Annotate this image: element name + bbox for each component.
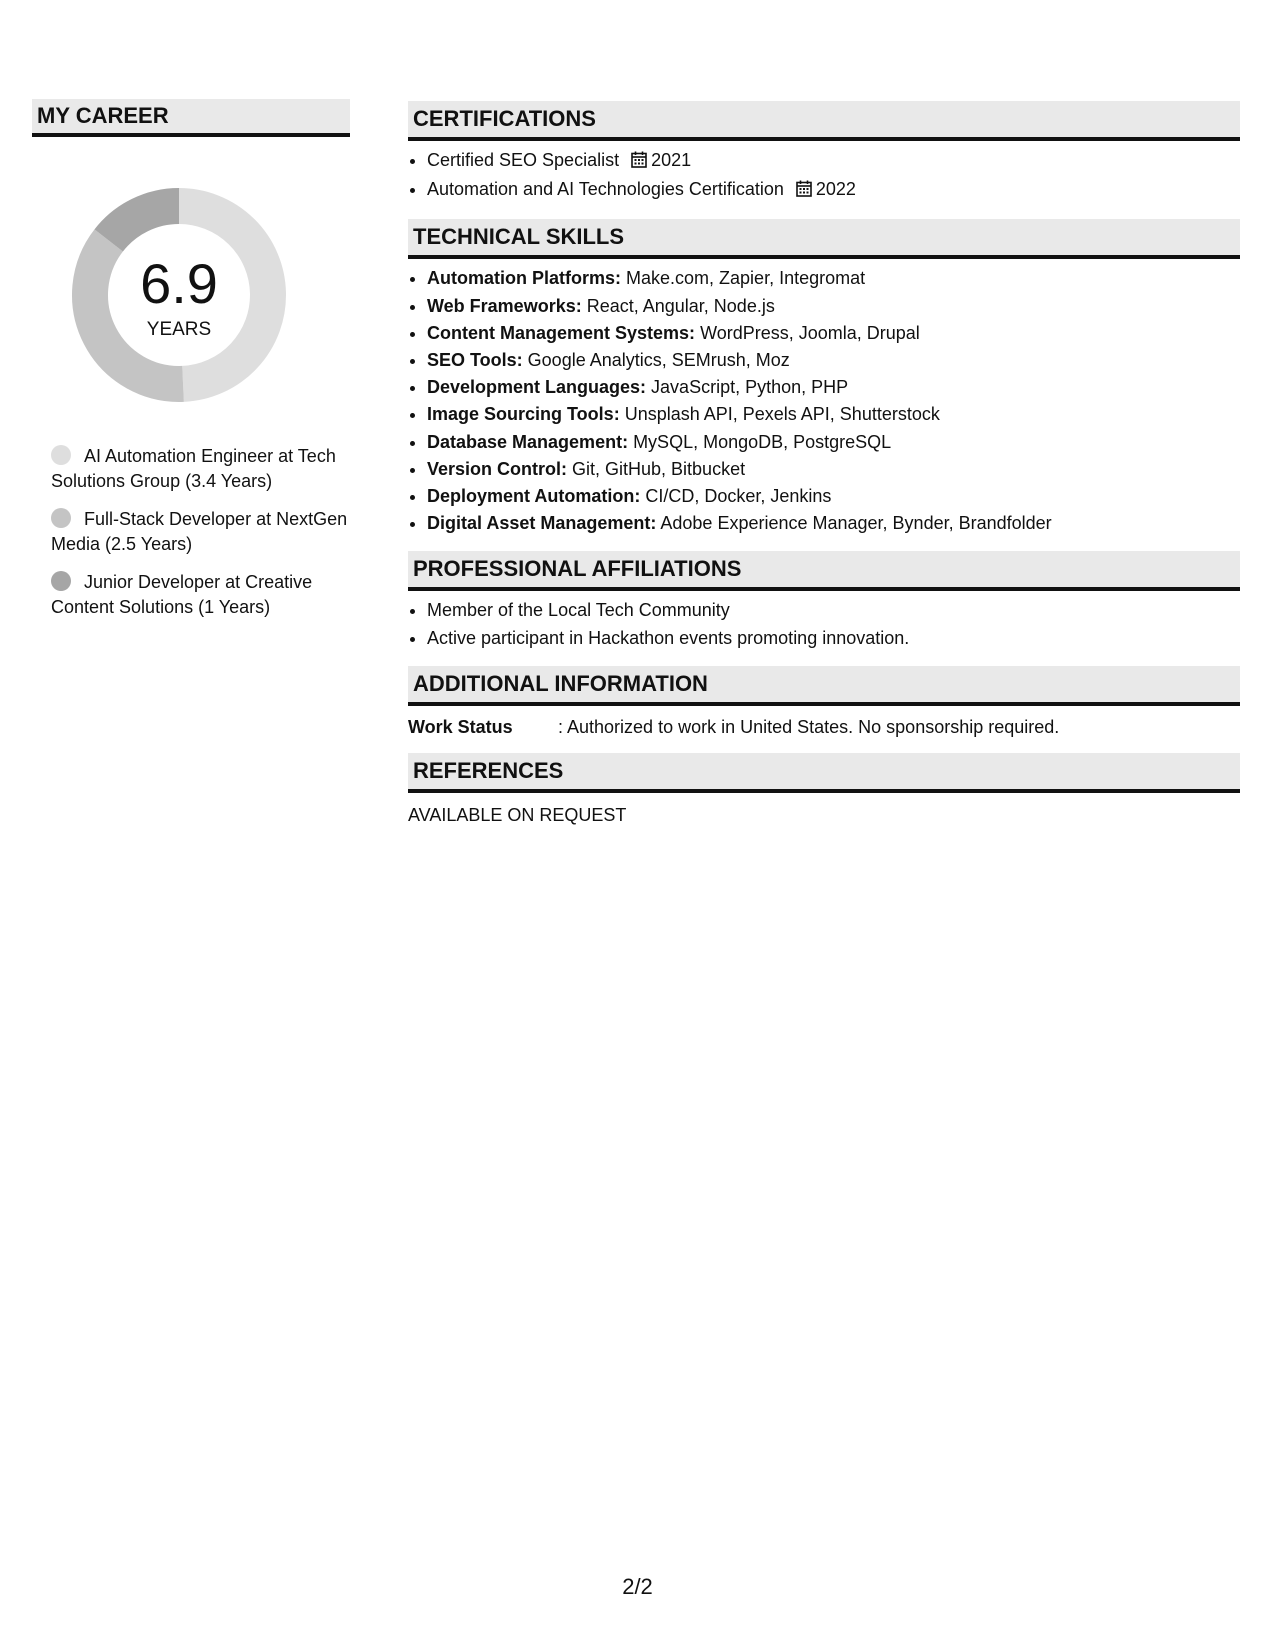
skill-label: Development Languages:: [427, 377, 647, 398]
legend-text: Full-Stack Developer at NextGen Media (2.5 Years): [51, 509, 348, 554]
skill-label: Automation Platforms:: [427, 268, 622, 289]
skill-item: [427, 483, 1240, 510]
certification-item: [427, 147, 1240, 176]
certification-year: 2021: [651, 150, 692, 170]
skill-value: Google Analytics, SEMrush, Moz: [522, 350, 790, 371]
main-column: [408, 101, 1240, 829]
skill-value: Unsplash API, Pexels API, Shutterstock: [619, 404, 940, 425]
skill-value: Adobe Experience Manager, Bynder, Brandfolder: [656, 513, 1052, 534]
certification-name: Automation and AI Technologies Certification: [427, 179, 784, 200]
skill-value: WordPress, Joomla, Drupal: [695, 322, 920, 343]
legend-item: [51, 444, 350, 494]
skill-label: SEO Tools:: [427, 350, 523, 371]
legend-item: [51, 507, 350, 557]
skill-item: [427, 374, 1240, 401]
skill-item: [427, 347, 1240, 374]
career-heading: MY CAREER: [32, 99, 350, 137]
skill-item: [427, 429, 1240, 456]
skill-item: [427, 293, 1240, 320]
certifications-list: [408, 147, 1240, 205]
skill-label: Deployment Automation:: [427, 486, 641, 507]
legend-text: AI Automation Engineer at Tech Solutions Group (3.4 Years): [51, 446, 336, 491]
skill-label: Web Frameworks:: [427, 295, 582, 316]
calendar-icon: [631, 149, 647, 176]
additional-info-heading: ADDITIONAL INFORMATION: [408, 666, 1240, 706]
skill-item: [427, 265, 1240, 292]
skill-label: Database Management:: [427, 431, 629, 452]
affiliation-item: • Active participant in Hackathon events promoting innovation.: [427, 625, 1240, 652]
legend-item: [51, 570, 350, 620]
certification-name: Certified SEO Specialist: [427, 150, 620, 170]
skill-label: Image Sourcing Tools:: [427, 404, 620, 425]
skill-item: [427, 510, 1240, 537]
skill-item: [427, 456, 1240, 483]
legend-text: Junior Developer at Creative Content Solutions (1 Years): [51, 572, 313, 617]
legend-dot: [51, 445, 71, 465]
skill-label: Version Control:: [427, 458, 568, 479]
skill-item: [427, 401, 1240, 428]
work-status-row: [408, 714, 1240, 741]
affiliation-item: • Member of the Local Tech Community: [427, 597, 1240, 624]
certification-year: 2022: [815, 179, 856, 200]
career-column: [32, 99, 350, 633]
skill-value: JavaScript, Python, PHP: [646, 377, 849, 398]
references-heading: REFERENCES: [408, 753, 1240, 793]
skill-item: [427, 320, 1240, 347]
skill-value: MySQL, MongoDB, PostgreSQL: [628, 431, 892, 452]
calendar-icon: [796, 178, 812, 205]
skill-label: Digital Asset Management:: [427, 513, 657, 534]
affiliations-list: [408, 597, 1240, 651]
skill-value: CI/CD, Docker, Jenkins: [640, 486, 832, 507]
technical-skills-list: [408, 265, 1240, 537]
skill-label: Content Management Systems:: [427, 322, 696, 343]
legend-dot: [51, 508, 71, 528]
certifications-heading: CERTIFICATIONS: [408, 101, 1240, 141]
certification-item: [427, 176, 1240, 205]
legend-dot: [51, 571, 71, 591]
references-text: AVAILABLE ON REQUEST: [408, 804, 627, 825]
career-donut: [66, 182, 292, 408]
skill-value: Make.com, Zapier, Integromat: [621, 268, 866, 289]
career-legend: [51, 444, 350, 620]
affiliations-heading: PROFESSIONAL AFFILIATIONS: [408, 551, 1240, 591]
work-status-label: Work Status: [408, 716, 513, 737]
skill-value: Git, GitHub, Bitbucket: [567, 458, 746, 479]
total-years-value: 6.9: [140, 252, 218, 315]
work-status-value: : Authorized to work in United States. No sponsorship required.: [558, 716, 1060, 737]
page-number: 2/2: [622, 1574, 653, 1599]
total-years-unit: YEARS: [146, 319, 212, 340]
skill-value: React, Angular, Node.js: [581, 295, 775, 316]
technical-skills-heading: TECHNICAL SKILLS: [408, 219, 1240, 259]
